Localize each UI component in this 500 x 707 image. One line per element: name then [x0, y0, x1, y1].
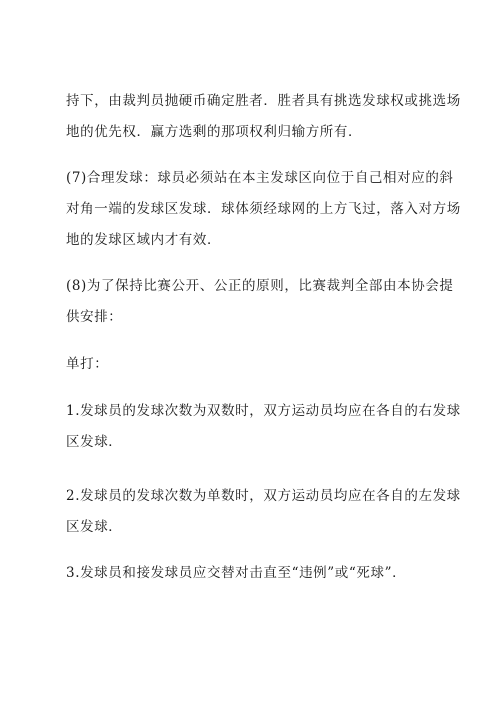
text-line: 单打： [66, 356, 109, 372]
text-line: 区发球． [66, 434, 123, 450]
paragraph-rule-2 [66, 481, 461, 543]
paragraph-rule-1 [66, 396, 461, 458]
text-line: 地的发球区域内才有效． [66, 232, 222, 248]
paragraph-referees [66, 271, 454, 333]
paragraph-coin-toss [66, 86, 461, 148]
text-line: 2.发球员的发球次数为单数时，双方运动员均应在各自的左发球 [66, 488, 461, 504]
text-line: 区发球． [66, 519, 123, 535]
text-line: 地的优先权．赢方选剩的那项权利归输方所有． [66, 124, 363, 140]
text-line: 1.发球员的发球次数为双数时，双方运动员均应在各自的右发球 [66, 403, 461, 419]
text-line: (7)合理发球：球员必须站在本主发球区向位于自己相对应的斜 [66, 170, 454, 186]
paragraph-rule-3 [66, 558, 446, 589]
text-line: 对角一端的发球区发球．球体须经球网的上方飞过，落入对方场 [66, 201, 461, 217]
text-line: 3.发球员和接发球员应交替对击直至“违例”或“死球”． [66, 565, 407, 581]
text-line: 持下，由裁判员抛硬币确定胜者．胜者具有挑选发球权或挑选场 [66, 93, 461, 109]
section-heading-singles [66, 349, 446, 380]
text-line: 供安排： [66, 309, 123, 325]
text-line: (8)为了保持比赛公开、公正的原则，比赛裁判全部由本协会提 [66, 278, 454, 294]
paragraph-legal-serve [66, 163, 461, 256]
